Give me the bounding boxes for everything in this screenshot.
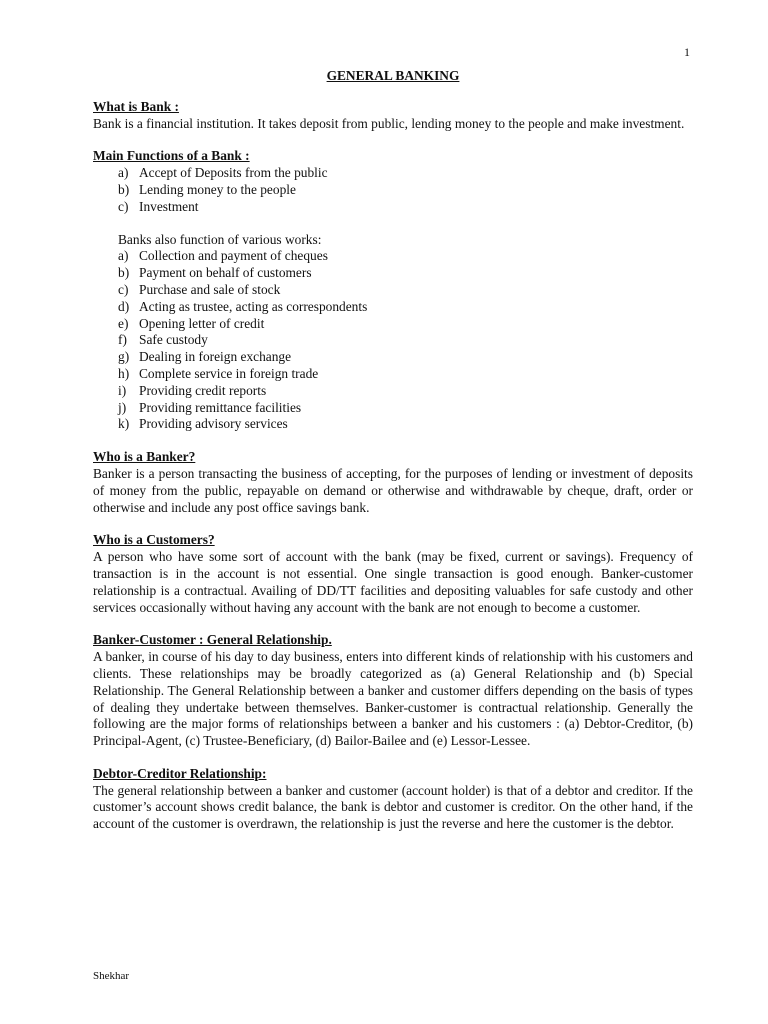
section-main-functions bbox=[93, 148, 693, 433]
paragraph-banker: Banker is a person transacting the business of accepting, for the purposes of lending or investment of deposits of money from the public, repayable on demand or otherwise and withdrawable by cheque, draft, order or otherwise and include any post office savings bank. bbox=[93, 465, 693, 515]
footer-author: Shekhar bbox=[93, 970, 130, 982]
heading-debtor-creditor: Debtor-Creditor Relationship: bbox=[93, 765, 267, 781]
section-general-relationship bbox=[93, 632, 693, 750]
section-banker bbox=[93, 449, 693, 516]
list-item: a) Collection and payment of cheques bbox=[118, 248, 328, 264]
list-item: f) Safe custody bbox=[118, 332, 208, 348]
heading-general-relationship: Banker-Customer : General Relationship. bbox=[93, 632, 332, 648]
main-functions-list bbox=[93, 165, 693, 215]
document-title: GENERAL BANKING bbox=[326, 68, 460, 83]
list-item: a) Accept of Deposits from the public bbox=[118, 165, 328, 181]
paragraph-general-relationship: A banker, in course of his day to day business, enters into different kinds of relationship with his customers and clients. These relationships may be broadly categorized as (a) General Relationship and (b) Special Relationship. The General Relationship between a banker and customer differs depending on the basis of types of dealing they undertake between themselves. Banker-customer is contractual relationship. Generally the following are the major forms of relationships between a banker and his customers : (a) Debtor-Creditor, (b) Principal-Agent, (c) Trustee-Beneficiary, (d) Bailor-Bailee and (e) Lessor-Lessee. bbox=[93, 649, 693, 749]
section-what-is-bank bbox=[93, 99, 693, 133]
heading-who-is-customer: Who is a Customers? bbox=[93, 532, 215, 548]
paragraph-what-is-bank: Bank is a financial institution. It takes deposit from public, lending money to the people and make investment. bbox=[93, 115, 685, 131]
section-customer bbox=[93, 532, 693, 616]
heading-who-is-banker: Who is a Banker? bbox=[93, 449, 196, 465]
list-item: e) Opening letter of credit bbox=[118, 315, 265, 331]
list-item: c) Investment bbox=[118, 198, 199, 214]
paragraph-debtor-creditor: The general relationship between a banker and customer (account holder) is that of a debtor and creditor. If the customer’s account shows credit balance, the bank is debtor and customer is creditor. On the other hand, if the account of the customer is overdrawn, the relationship is just the reverse and here the customer is the debtor. bbox=[93, 782, 693, 832]
list-item: i) Providing credit reports bbox=[118, 382, 267, 398]
document-body bbox=[93, 68, 693, 849]
list-item: h) Complete service in foreign trade bbox=[118, 365, 319, 381]
other-functions-list bbox=[93, 248, 693, 433]
list-item: k) Providing advisory services bbox=[118, 416, 288, 432]
list-item: d) Acting as trustee, acting as correspondents bbox=[118, 298, 368, 314]
list-item: b) Lending money to the people bbox=[118, 181, 296, 197]
other-functions-intro: Banks also function of various works: bbox=[118, 231, 322, 247]
paragraph-customer: A person who have some sort of account with the bank (may be fixed, current or savings). Frequency of transaction is in the account is not essential. One single transaction is good enough. Banker-customer relationship is a contractual. Availing of DD/TT facilities and depositing valuables for safe custody and other services occasionally without having any account with the bank are not enough to become a customer. bbox=[93, 549, 693, 615]
heading-what-is-bank: What is Bank : bbox=[93, 98, 179, 114]
list-item: b) Payment on behalf of customers bbox=[118, 265, 312, 281]
section-debtor-creditor bbox=[93, 766, 693, 833]
list-item: g) Dealing in foreign exchange bbox=[118, 349, 292, 365]
list-item: c) Purchase and sale of stock bbox=[118, 281, 281, 297]
list-item: j) Providing remittance facilities bbox=[118, 399, 302, 415]
page-number: 1 bbox=[684, 45, 690, 59]
heading-main-functions: Main Functions of a Bank : bbox=[93, 148, 250, 164]
